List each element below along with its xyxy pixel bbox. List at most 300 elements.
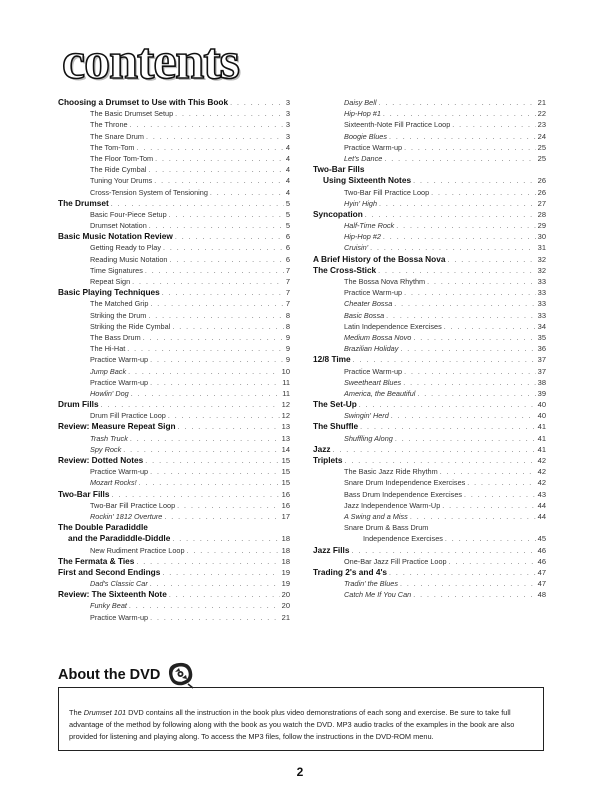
toc-subentry [313, 242, 546, 253]
toc-section-entry [313, 455, 546, 466]
toc-page-number: 40 [537, 400, 546, 410]
dvd-heading-text: About the DVD [58, 667, 161, 683]
toc-dot-leader [417, 389, 535, 399]
toc-entry-title: The Double Paradiddle [58, 522, 148, 533]
toc-entry-title: Basic Music Notation Review [58, 231, 173, 242]
toc-dot-leader [400, 579, 536, 589]
toc-section-entry [58, 399, 290, 410]
toc-subentry [313, 276, 546, 287]
toc-entry-title: Snare Drum & Bass Drum [344, 523, 429, 533]
toc-dot-leader [403, 378, 535, 388]
toc-dot-leader [431, 188, 535, 198]
toc-entry-title: Jazz [313, 443, 331, 454]
toc-subentry [313, 388, 546, 399]
toc-entry-title: The Cross-Stick [313, 264, 377, 275]
toc-entry-title: Drum Fill Practice Loop [90, 411, 166, 421]
toc-entry-title: The Ride Cymbal [90, 165, 147, 175]
toc-dot-leader [148, 165, 283, 175]
toc-dot-leader [230, 98, 284, 108]
toc-page-number: 38 [537, 377, 546, 387]
toc-subentry [58, 276, 290, 287]
toc-page-number: 39 [537, 388, 546, 398]
toc-entry-title: One-Bar Jazz Fill Practice Loop [344, 556, 447, 566]
toc-subentry [58, 366, 290, 377]
toc-dot-leader [379, 199, 536, 209]
toc-dot-leader [150, 378, 280, 388]
toc-subentry [58, 187, 290, 198]
toc-subentry [58, 298, 290, 309]
toc-dot-leader [175, 232, 284, 242]
toc-entry-title: Hyin' High [344, 198, 378, 208]
toc-subentry [58, 332, 290, 343]
toc-dot-leader [404, 367, 536, 377]
toc-subentry [58, 578, 290, 589]
toc-entry-title: The Throne [90, 120, 128, 130]
toc-page-number: 31 [537, 243, 546, 253]
dvd-disc-icon [166, 660, 196, 690]
toc-page-number: 33 [537, 288, 546, 298]
toc-dot-leader [383, 232, 536, 242]
toc-section-entry [313, 265, 546, 276]
toc-entry-title: Practice Warm-up [90, 377, 149, 387]
toc-entry-title: Hip-Hop #1 [344, 109, 381, 119]
toc-dot-leader [127, 344, 284, 354]
toc-page-number: 44 [537, 500, 546, 510]
toc-dot-leader [396, 221, 535, 231]
toc-entry-title: Jump Back [90, 366, 127, 376]
toc-dot-leader [360, 422, 535, 432]
toc-subentry [313, 198, 546, 209]
toc-subentry [58, 511, 290, 522]
toc-dot-leader [370, 243, 536, 253]
toc-page-number: 19 [281, 567, 290, 577]
toc-entry-title: Howlin' Dog [90, 388, 129, 398]
toc-entry-title: Review: Measure Repeat Sign [58, 421, 176, 432]
toc-subentry [313, 410, 546, 421]
toc-entry-title: Bass Drum Independence Exercises [344, 489, 463, 499]
toc-entry-title: America, the Beautiful [344, 388, 416, 398]
toc-dot-leader [169, 255, 283, 265]
toc-page-number: 9 [285, 355, 290, 365]
toc-dot-leader [404, 143, 536, 153]
toc-entry-title: Let's Dance [344, 153, 383, 163]
toc-subentry [313, 298, 546, 309]
toc-subentry [58, 209, 290, 220]
toc-subentry [313, 589, 546, 600]
toc-section-entry [58, 421, 290, 432]
toc-entry-title: Practice Warm-up [344, 142, 403, 152]
toc-entry-title: Half-Time Rock [344, 221, 395, 231]
toc-subentry [58, 343, 290, 354]
toc-dot-leader [149, 221, 284, 231]
toc-page-number: 15 [281, 478, 290, 488]
toc-dot-leader [413, 176, 536, 186]
toc-dot-leader [410, 512, 536, 522]
toc-subentry [313, 310, 546, 321]
toc-dot-leader [365, 210, 536, 220]
toc-page-number: 34 [537, 321, 546, 331]
toc-entry-title: Striking the Ride Cymbal [90, 321, 171, 331]
toc-subentry [58, 444, 290, 455]
toc-page-number: 42 [537, 456, 546, 465]
toc-page-number: 9 [285, 332, 290, 342]
toc-page-number: 14 [281, 444, 290, 454]
toc-page-number: 19 [281, 579, 290, 589]
toc-page-number: 33 [537, 299, 546, 309]
toc-dot-leader [150, 579, 280, 589]
toc-page-number: 4 [285, 165, 290, 175]
toc-dot-leader [150, 467, 280, 477]
toc-dot-leader [427, 277, 536, 287]
toc-dot-leader [163, 243, 284, 253]
toc-entry-title: Latin Independence Exercises [344, 321, 442, 331]
toc-section-entry [313, 209, 546, 220]
toc-subentry [313, 343, 546, 354]
toc-entry-title: New Rudiment Practice Loop [90, 545, 185, 555]
toc-page-number: 32 [537, 254, 546, 264]
toc-dot-leader [123, 445, 279, 455]
toc-section-entry [58, 455, 290, 466]
toc-dot-leader [395, 434, 536, 444]
toc-dot-leader [111, 490, 279, 500]
toc-entry-title: Sixteenth-Note Fill Practice Loop [344, 120, 451, 130]
toc-dot-leader [169, 590, 280, 600]
toc-page-number: 12 [281, 400, 290, 410]
toc-entry-title: Basic Four-Piece Setup [90, 209, 167, 219]
toc-dot-leader [172, 322, 284, 332]
toc-subentry [313, 332, 546, 343]
toc-subentry [313, 187, 546, 198]
toc-entry-title: Practice Warm-up [90, 612, 149, 622]
toc-entry-title: Rockin' 1812 Overture [90, 511, 163, 521]
toc-subentry [313, 287, 546, 298]
toc-section-entry [313, 254, 546, 265]
toc-subentry [313, 220, 546, 231]
toc-entry-title: Time Signatures [90, 265, 143, 275]
toc-entry-title: Spy Rock [90, 444, 122, 454]
toc-entry-title: Review: Dotted Notes [58, 455, 144, 465]
dvd-title: Drumset 101 [83, 708, 127, 718]
toc-dot-leader [440, 467, 536, 477]
toc-page-number: 37 [537, 366, 546, 376]
toc-dot-leader [128, 367, 280, 377]
toc-section-entry [313, 545, 546, 556]
toc-subentry [58, 612, 290, 623]
toc-subentry [313, 466, 546, 477]
toc-section-entry [58, 198, 290, 209]
toc-dot-leader [130, 120, 284, 130]
toc-entry-title: Reading Music Notation [90, 254, 168, 264]
toc-subentry [58, 377, 290, 388]
toc-subentry [58, 545, 290, 556]
toc-page-number: 33 [537, 277, 546, 286]
toc-dot-leader [210, 188, 284, 198]
toc-subentry [313, 533, 546, 544]
toc-page-number: 47 [537, 567, 546, 577]
toc-dot-leader [150, 613, 280, 623]
toc-page-number: 48 [537, 590, 546, 600]
toc-page-number: 10 [281, 366, 290, 376]
toc-dot-leader [359, 400, 536, 410]
toc-dot-leader [178, 422, 280, 432]
toc-page-number: 15 [281, 456, 290, 465]
toc-entry-title: Drumset Notation [90, 221, 147, 231]
toc-section-entry [58, 97, 290, 108]
toc-subentry [313, 321, 546, 332]
toc-page-number: 35 [537, 332, 546, 342]
toc-page-number: 16 [281, 500, 290, 510]
toc-entry-title: The Drumset [58, 197, 109, 208]
toc-entry-title: A Brief History of the Bossa Nova [313, 253, 446, 264]
toc-entry-title: The Bossa Nova Rhythm [344, 277, 426, 286]
toc-entry-title: Hip-Hop #2 [344, 232, 381, 242]
toc-dot-leader [383, 109, 536, 119]
toc-subentry [313, 231, 546, 242]
toc-entry-title: The Bass Drum [90, 332, 141, 342]
toc-entry-title: Using Sixteenth Notes [323, 175, 412, 186]
toc-entry-title: Trading 2's and 4's [313, 566, 388, 577]
toc-page-number: 22 [537, 109, 546, 119]
toc-subentry [313, 477, 546, 488]
toc-dot-leader [145, 456, 279, 466]
toc-right-column [313, 97, 546, 600]
toc-entry-title: First and Second Endings [58, 566, 161, 577]
toc-page-number: 5 [285, 198, 290, 208]
toc-section-entry [58, 522, 290, 533]
toc-subentry [313, 556, 546, 567]
toc-subentry [58, 142, 290, 153]
dvd-info-box [58, 687, 544, 751]
toc-dot-leader [400, 344, 535, 354]
toc-dot-leader [378, 266, 535, 276]
toc-entry-title: Daisy Bell [344, 98, 377, 107]
toc-entry-title: Cruisin' [344, 243, 369, 253]
toc-dot-leader [169, 210, 284, 220]
toc-entry-title: Basic Playing Techniques [58, 287, 160, 298]
toc-subentry [313, 500, 546, 511]
toc-dot-leader [444, 322, 536, 332]
toc-dot-leader [351, 546, 535, 556]
toc-page-number: 20 [281, 590, 290, 600]
toc-page-number: 21 [537, 98, 546, 107]
toc-dot-leader [345, 456, 536, 466]
toc-entry-title: Striking the Drum [90, 310, 147, 320]
toc-subentry [313, 377, 546, 388]
toc-page-number: 29 [537, 221, 546, 231]
toc-page-number: 11 [282, 388, 290, 398]
dvd-description: The Drumset 101 DVD contains all the instruction in the book plus video demonstrations of each song and exercise. Be sure to take full advantage of the method by following along with the book as you watch the DVD. MP3 audio tracks of the examples in the book are also provided for listening and playing along. To access the MP3 files, follow the instructions in the DVD-ROM menu. [69, 708, 515, 742]
toc-entry-title: Getting Ready to Play [90, 243, 161, 253]
toc-entry-title: The Snare Drum [90, 131, 144, 141]
toc-dot-leader [413, 333, 535, 343]
toc-page-number: 13 [281, 433, 290, 443]
toc-page-number: 18 [281, 545, 290, 555]
toc-section-entry [58, 489, 290, 500]
toc-page-number: 7 [285, 265, 290, 275]
toc-subentry [58, 265, 290, 276]
toc-dot-leader [467, 478, 535, 488]
toc-entry-title: Two-Bar Fill Practice Loop [344, 187, 430, 197]
toc-dot-leader [394, 299, 535, 309]
toc-entry-title: and the Paradiddle-Diddle [68, 533, 171, 544]
toc-dot-leader [130, 434, 280, 444]
toc-entry-title: Trash Truck [90, 433, 128, 443]
toc-dot-leader [389, 132, 536, 142]
toc-entry-title: 12/8 Time [313, 354, 351, 365]
toc-entry-title: Cheater Bossa [344, 299, 393, 309]
toc-page-number: 33 [537, 310, 546, 320]
toc-dot-leader [172, 534, 279, 544]
toc-entry-title: Tuning Your Drums [90, 176, 153, 186]
toc-dot-leader [146, 132, 284, 142]
toc-dot-leader [154, 176, 284, 186]
toc-page-number: 3 [285, 109, 290, 119]
toc-section-entry [313, 567, 546, 578]
toc-entry-title: The Basic Drumset Setup [90, 109, 174, 119]
toc-entry-title: The Set-Up [313, 399, 357, 410]
toc-subentry [58, 164, 290, 175]
toc-subentry [58, 310, 290, 321]
toc-entry-title: Mozart Rocks! [90, 478, 137, 488]
toc-page-number: 42 [537, 467, 546, 477]
toc-section-entry [58, 231, 290, 242]
toc-page-number: 37 [537, 355, 546, 365]
toc-entry-title: Funky Beat [90, 601, 127, 611]
toc-dot-leader [404, 288, 536, 298]
toc-dot-leader [177, 501, 279, 511]
toc-entry-title: Practice Warm-up [344, 366, 403, 376]
toc-section-entry [313, 399, 546, 410]
toc-page-number: 9 [285, 344, 290, 354]
toc-entry-title: Practice Warm-up [344, 288, 403, 298]
toc-page-number: 46 [537, 556, 546, 566]
toc-dot-leader [155, 154, 284, 164]
toc-entry-title: Practice Warm-up [90, 355, 149, 365]
toc-dot-leader [187, 546, 280, 556]
toc-subentry [313, 142, 546, 153]
toc-page-number: 41 [537, 433, 546, 443]
toc-subentry [58, 466, 290, 477]
toc-entry-title: Two-Bar Fills [58, 488, 110, 499]
toc-page-number: 25 [537, 142, 546, 152]
toc-entry-title: Repeat Sign [90, 277, 131, 286]
toc-subentry [58, 600, 290, 611]
toc-entry-title: Shuffling Along [344, 433, 393, 443]
toc-page-number: 40 [537, 411, 546, 421]
toc-dot-leader [333, 445, 536, 455]
toc-dot-leader [449, 557, 536, 567]
toc-section-entry [313, 164, 546, 175]
toc-dot-leader [389, 568, 536, 578]
toc-page-number: 4 [285, 176, 290, 186]
toc-subentry [58, 477, 290, 488]
toc-page-number: 30 [537, 232, 546, 242]
toc-entry-title: Tradin' the Blues [344, 579, 398, 589]
toc-dot-leader [353, 355, 536, 365]
toc-dot-leader [175, 109, 284, 119]
toc-page-number: 8 [285, 310, 290, 320]
toc-page-number: 41 [537, 422, 546, 432]
toc-entry-title: Dad's Classic Car [90, 579, 148, 589]
toc-dot-leader [143, 333, 284, 343]
toc-entry-title: Two-Bar Fills [313, 164, 365, 175]
page-title: contents [62, 33, 239, 90]
toc-entry-title: Boogie Blues [344, 131, 388, 141]
toc-dot-leader [136, 557, 279, 567]
toc-page-number: 25 [537, 153, 546, 163]
toc-dot-leader [445, 534, 536, 544]
toc-dot-leader [129, 601, 280, 611]
toc-entry-title: A Swing and a Miss [344, 511, 408, 521]
toc-page-number: 47 [537, 579, 546, 589]
toc-dot-leader [136, 143, 283, 153]
toc-entry-title: Syncopation [313, 208, 363, 219]
toc-left-column [58, 97, 290, 623]
toc-subentry [313, 366, 546, 377]
toc-entry-title: The Floor Tom-Tom [90, 153, 154, 163]
toc-section-entry [58, 556, 290, 567]
toc-dot-leader [145, 266, 284, 276]
toc-entry-title: Drum Fills [58, 399, 99, 410]
toc-dot-leader [378, 98, 535, 108]
toc-subentry [58, 321, 290, 332]
toc-page-number: 5 [285, 209, 290, 219]
toc-page-number: 3 [285, 120, 290, 130]
toc-entry-title: Two-Bar Fill Practice Loop [90, 500, 176, 510]
toc-subentry [58, 388, 290, 399]
toc-page-number: 45 [537, 534, 546, 544]
toc-subentry [58, 500, 290, 511]
toc-page-number: 28 [537, 209, 546, 219]
toc-subentry [313, 153, 546, 164]
toc-entry-title: Basic Bossa [344, 310, 385, 320]
toc-entry-title: Practice Warm-up [90, 467, 149, 477]
toc-page-number: 8 [285, 321, 290, 331]
toc-section-entry [58, 533, 290, 544]
toc-page-number: 24 [537, 131, 546, 141]
toc-dot-leader [452, 120, 535, 130]
toc-entry-title: Cross-Tension System of Tensioning [90, 187, 208, 197]
toc-dot-leader [101, 400, 280, 410]
toc-page-number: 21 [281, 612, 290, 622]
toc-dot-leader [413, 590, 535, 600]
toc-section-entry [313, 444, 546, 455]
toc-dot-leader [148, 311, 283, 321]
toc-subentry [313, 131, 546, 142]
toc-entry-title: The Basic Jazz Ride Rhythm [344, 467, 438, 477]
toc-page-number: 41 [537, 444, 546, 454]
toc-page-number: 7 [285, 277, 290, 286]
toc-page-number: 46 [537, 545, 546, 555]
toc-section-entry [313, 354, 546, 365]
toc-dot-leader [386, 311, 536, 321]
toc-section-entry [58, 287, 290, 298]
toc-subentry [58, 410, 290, 421]
toc-page-number: 4 [285, 142, 290, 152]
toc-page-number: 6 [285, 254, 290, 264]
toc-page-number: 7 [285, 299, 290, 309]
toc-dot-leader [150, 299, 283, 309]
toc-entry-title: Review: The Sixteenth Note [58, 589, 167, 600]
toc-page-number: 5 [285, 221, 290, 231]
toc-page-number: 3 [285, 131, 290, 141]
toc-dot-leader [464, 490, 536, 500]
toc-page-number: 20 [281, 601, 290, 611]
toc-page-number: 32 [537, 265, 546, 275]
toc-section-entry [58, 589, 290, 600]
toc-page-number: 6 [285, 243, 290, 253]
toc-page-number: 23 [537, 120, 546, 130]
